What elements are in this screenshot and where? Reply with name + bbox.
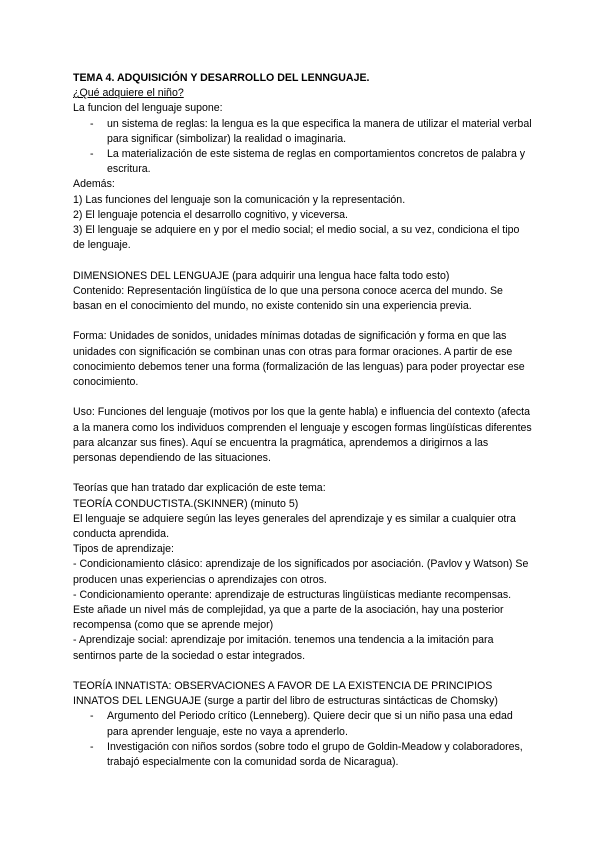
section-question: ¿Qué adquiere el niño? bbox=[73, 87, 184, 100]
conductista-paragraph: El lenguaje se adquiere según las leyes generales del aprendizaje y es similar a cualquier otra conducta aprendida. bbox=[73, 512, 516, 541]
ademas-label: Además: bbox=[73, 178, 115, 191]
innatista-bullet-list bbox=[73, 709, 533, 770]
teorias-intro: Teorías que han tratado dar explicación de este tema: bbox=[73, 482, 326, 495]
conductista-heading: TEORÍA CONDUCTISTA.(SKINNER) (minuto 5) bbox=[73, 497, 299, 510]
dimensiones-heading: DIMENSIONES DEL LENGUAJE (para adquirir una lengua hace falta todo esto) bbox=[73, 269, 450, 282]
list-item: - un sistema de reglas: la lengua es la que especifica la manera de utilizar el material verbal para significar (simbolizar) la realidad o imaginaria. bbox=[73, 117, 533, 147]
intro-bullet-list bbox=[73, 117, 533, 178]
list-item: - La materialización de este sistema de reglas en comportamientos concretos de palabra y escritura. bbox=[73, 147, 533, 177]
tipo-item: - Condicionamiento operante: aprendizaje de estructuras lingüísticas mediante recompensas. Este añade un nivel más de complejidad, ya que a parte de la asociación, hay una posterior recompensa (como que se aprende mejor) bbox=[73, 588, 512, 632]
innatista-heading: TEORÍA INNATISTA: OBSERVACIONES A FAVOR DE LA EXISTENCIA DE PRINCIPIOS INNATOS DEL LENGUAJE (surge a partir del libro de estructuras sintácticas de Chomsky) bbox=[73, 680, 498, 708]
uso-paragraph: Uso: Funciones del lenguaje (motivos por los que la gente habla) e influencia del contexto (afecta a la manera como los individuos comprenden el lenguaje y escogen formas lingüísticas diferentes para alcanzar sus fines). Aquí se encuentra la pragmática, aprendemos a dirigirnos a las personas dependiendo de las situaciones. bbox=[73, 406, 532, 465]
contenido-paragraph: Contenido: Representación lingüística de lo que una persona conoce acerca del mundo. Se basan en el conocimiento del mundo, no existe contenido sin una experiencia previa. bbox=[73, 284, 503, 313]
intro-text: La funcion del lenguaje supone: bbox=[73, 102, 223, 115]
numbered-item: 3) El lenguaje se adquiere en y por el medio social; el medio social, a su vez, condiciona el tipo de lenguaje. bbox=[73, 224, 520, 252]
numbered-item: 2) El lenguaje potencia el desarrollo cognitivo, y viceversa. bbox=[73, 208, 348, 221]
document-title: TEMA 4. ADQUISICIÓN Y DESARROLLO DEL LENNGUAJE. bbox=[73, 72, 370, 84]
list-item: - Argumento del Periodo crítico (Lenneberg). Quiere decir que si un niño pasa una edad para aprender lenguaje, este no vaya a aprenderlo. bbox=[73, 709, 533, 739]
tipo-item: - Aprendizaje social: aprendizaje por imitación. tenemos una tendencia a la imitación para sentirnos parte de la sociedad o estar integrados. bbox=[73, 634, 494, 662]
numbered-item: 1) Las funciones del lenguaje son la comunicación y la representación. bbox=[73, 193, 406, 206]
document-page bbox=[73, 71, 533, 770]
list-item: - Investigación con niños sordos (sobre todo el grupo de Goldin-Meadow y colaboradores, trabajó especialmente con la comunidad sorda de Nicaragua). bbox=[73, 740, 533, 770]
forma-paragraph: Forma: Unidades de sonidos, unidades mínimas dotadas de significación y forma en que las unidades con significación se combinan unas con otras para formar oraciones. A partir de ese conocimiento debemos tener una forma (formalización de las lenguas) para poder proyectar ese conocimiento. bbox=[73, 330, 525, 389]
tipo-item: - Condicionamiento clásico: aprendizaje de los significados por asociación. (Pavlov y Watson) Se producen unas experiencias o aprendizajes con otros. bbox=[73, 558, 529, 586]
tipos-label: Tipos de aprendizaje: bbox=[73, 543, 174, 556]
